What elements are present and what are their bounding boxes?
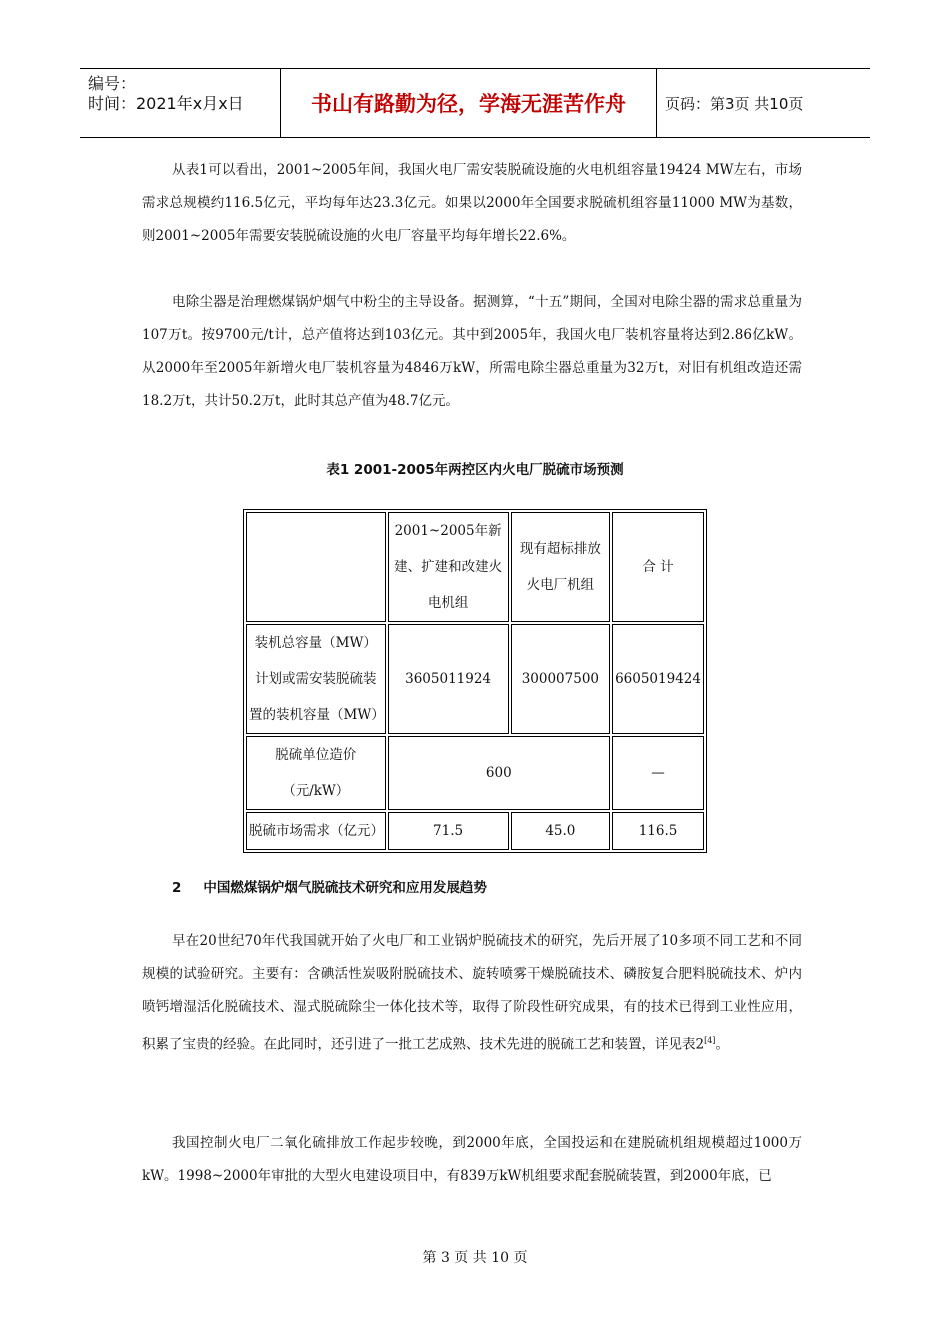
table-row bbox=[246, 736, 704, 810]
section-heading bbox=[172, 876, 487, 896]
section-number: 2 bbox=[172, 880, 182, 896]
page-footer: 第 3 页 共 10 页 bbox=[422, 1250, 528, 1266]
market-forecast-table bbox=[243, 509, 707, 853]
table-header-row bbox=[246, 512, 704, 622]
cell: — bbox=[612, 736, 704, 810]
table-caption: 表1 2001-2005年两控区内火电厂脱硫市场预测 bbox=[326, 462, 624, 478]
row-label: 装机总容量（MW）计划或需安装脱硫装置的装机容量（MW） bbox=[246, 624, 386, 734]
citation-ref: [4] bbox=[704, 1036, 716, 1045]
merged-cell: 600 bbox=[388, 736, 611, 810]
paragraph-3-text: 早在20世纪70年代我国就开始了火电厂和工业锅炉脱硫技术的研究，先后开展了10多项不同工艺和不同规模的试验研究。主要有：含碘活性炭吸附脱硫技术、旋转喷雾干燥脱硫技术、磷胺复合肥料脱硫技术、炉内喷钙增湿活化脱硫技术、湿式脱硫除尘一体化技术等，取得了阶段性研究成果，有的技术已得到工业性应用，积累了宝贵的经验。在此同时，还引进了一批工艺成熟、技术先进的脱硫工艺和装置，详见表2 bbox=[142, 933, 802, 1053]
row-label: 脱硫单位造价（元/kW） bbox=[246, 736, 386, 810]
paragraph-3 bbox=[142, 925, 802, 1062]
header-cell-new-units: 2001~2005年新建、扩建和改建火电机组 bbox=[388, 512, 509, 622]
table-row bbox=[246, 624, 704, 734]
header-cell-total: 合 计 bbox=[612, 512, 704, 622]
number-label: 编号： bbox=[88, 74, 137, 93]
cell: 45.0 bbox=[511, 812, 610, 850]
cell: 6605019424 bbox=[612, 624, 704, 734]
cell: 116.5 bbox=[612, 812, 704, 850]
header-meta bbox=[80, 69, 281, 137]
header-cell-existing-units: 现有超标排放火电厂机组 bbox=[511, 512, 610, 622]
cell: 300007500 bbox=[511, 624, 610, 734]
paragraph-2: 电除尘器是治理燃煤锅炉烟气中粉尘的主导设备。据测算，“十五”期间，全国对电除尘器的需求总重量为107万t。按9700元/t计，总产值将达到103亿元。其中到2005年，我国火电厂装机容量将达到2.86亿kW。从2000年至2005年新增火电厂装机容量为4846万kW，所需电除尘器总重量为32万t，对旧有机组改造还需18.2万t，共计50.2万t，此时其总产值为48.7亿元。 bbox=[142, 294, 802, 409]
paragraph-3-tail: 。 bbox=[715, 1036, 729, 1053]
paragraph-1: 从表1可以看出，2001~2005年间，我国火电厂需安装脱硫设施的火电机组容量19424 MW左右，市场需求总规模约116.5亿元，平均每年达23.3亿元。如果以2000年全国要求脱硫机组容量11000 MW为基数，则2001~2005年需要安装脱硫设施的火电厂容量平均每年增长22.6%。 bbox=[142, 162, 802, 244]
time-label: 时间：2021年x月x日 bbox=[88, 94, 244, 113]
header-cell-empty bbox=[246, 512, 386, 622]
cell: 3605011924 bbox=[388, 624, 509, 734]
paragraph-4: 我国控制火电厂二氧化硫排放工作起步较晚，到2000年底，全国投运和在建脱硫机组规模超过1000万kW。1998~2000年审批的大型火电建设项目中，有839万kW机组要求配套脱硫装置，到2000年底，已 bbox=[142, 1135, 802, 1184]
row-label: 脱硫市场需求（亿元） bbox=[246, 812, 386, 850]
page-header bbox=[80, 68, 870, 138]
cell: 71.5 bbox=[388, 812, 509, 850]
table-row bbox=[246, 812, 704, 850]
header-page-label: 页码：第3页 共10页 bbox=[665, 94, 804, 113]
header-motto: 书山有路勤为径，学海无涯苦作舟 bbox=[281, 69, 657, 137]
section-title: 中国燃煤锅炉烟气脱硫技术研究和应用发展趋势 bbox=[203, 880, 487, 896]
